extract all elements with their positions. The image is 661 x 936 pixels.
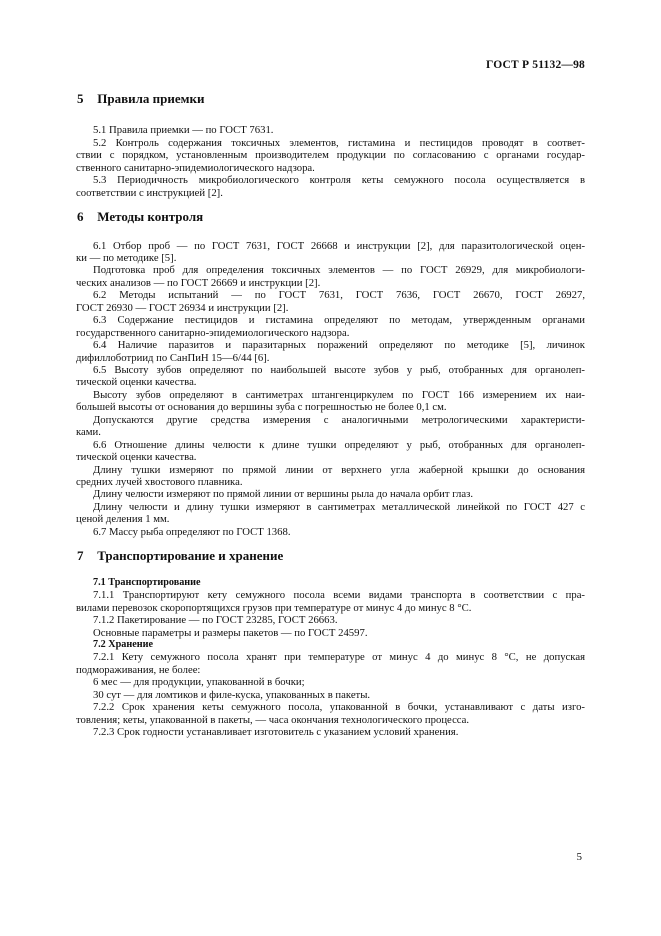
text-line: Подготовка проб для определения токсичных элементов — по ГОСТ 26929, для микробиологи-	[93, 264, 585, 277]
section-7-body	[76, 577, 585, 739]
text-line: Высоту зубов определяют в сантиметрах штангенциркулем по ГОСТ 166 измерением их наи-	[93, 388, 585, 401]
text-line: товления; кеты, упакованной в пакеты, — часа окончания технологического процесса.	[76, 713, 470, 726]
text-line: вилами перевозок скоропортящихся грузов при температуре от минус 4 до минус 8 °С.	[76, 601, 472, 614]
text-line: 6.7 Массу рыба определяют по ГОСТ 1368.	[93, 525, 291, 538]
text-line: ками.	[76, 426, 101, 439]
text-line: Длину тушки измеряют по прямой линии от верхнего угла жаберной крышки до основания	[93, 463, 585, 476]
text-line: соответствии с инструкцией [2].	[76, 186, 223, 199]
text-line: ственного санитарно-эпидемиологического надзора.	[76, 161, 315, 174]
text-line: Длину челюсти измеряют по прямой линии от вершины рыла до начала орбит глаз.	[93, 488, 474, 501]
subsection-heading: 7.1 Транспортирование	[93, 576, 201, 588]
section-title: Методы контроля	[97, 209, 204, 225]
text-line: средних лучей хвостового плавника.	[76, 476, 243, 489]
text-line: 7.2.2 Срок хранения кеты семужного посола, упакованной в бочки, устанавливают с даты изго-	[93, 701, 585, 714]
text-line: подмораживания, не более:	[76, 663, 201, 676]
text-line: ГОСТ 26930 — ГОСТ 26934 и инструкции [2].	[76, 301, 289, 314]
text-line: 5.1 Правила приемки — по ГОСТ 7631.	[93, 124, 274, 137]
text-line: 5.3 Периодичность микробиологического контроля кеты семужного посола осуществляется в	[93, 174, 585, 187]
page-number: 5	[576, 851, 582, 863]
section-6-heading	[77, 211, 585, 223]
text-line: государственного санитарно-эпидемиологического надзора.	[76, 326, 350, 339]
section-title: Транспортирование и хранение	[97, 548, 284, 564]
section-5-heading	[77, 93, 585, 105]
text-line: дифиллоботриид по СанПиН 15—6/44 [6].	[76, 351, 270, 364]
text-line: 30 сут — для ломтиков и филе-куска, упакованных в пакеты.	[93, 688, 371, 701]
text-line: 7.2.1 Кету семужного посола хранят при температуре от минус 4 до минус 8 °С, не допуская	[93, 651, 585, 664]
section-title: Правила приемки	[97, 91, 205, 106]
text-line: ценой деления 1 мм.	[76, 513, 170, 526]
text-line: 6.5 Высоту зубов определяют по наибольшей высоте зубов у рыб, отобранных для органолеп-	[93, 364, 585, 377]
text-line: тической оценки качества.	[76, 451, 197, 464]
text-line: ствии с порядком, установленным производителем продукции по согласованию с органами государ-	[76, 149, 585, 162]
text-line: 6.4 Наличие паразитов и паразитарных поражений определяют по методике [5], личинок	[93, 339, 585, 352]
text-line: 7.2.3 Срок годности устанавливает изготовитель с указанием условий хранения.	[93, 726, 459, 739]
text-line: 6.1 Отбор проб — по ГОСТ 7631, ГОСТ 26668 и инструкции [2], для паразитологической оцен-	[93, 239, 585, 252]
text-line: 6.2 Методы испытаний — по ГОСТ 7631, ГОСТ 7636, ГОСТ 26670, ГОСТ 26927,	[93, 289, 585, 302]
text-line: Основные параметры и размеры пакетов — по ГОСТ 24597.	[93, 626, 368, 639]
document-code: ГОСТ Р 51132—98	[486, 59, 585, 71]
text-line: Допускаются другие средства измерения с аналогичными метрологическими характеристи-	[93, 413, 585, 426]
text-line: ческих анализов — по ГОСТ 26669 и инструкции [2].	[76, 276, 321, 289]
text-line: 7.1.1 Транспортируют кету семужного посола всеми видами транспорта в соответствии с пра-	[93, 589, 585, 602]
section-5-body	[76, 124, 585, 199]
text-line: большей высоты от основания до вершины зуба с погрешностью не более 0,1 см.	[76, 401, 447, 414]
section-7-heading	[77, 550, 585, 562]
subsection-heading: 7.2 Хранение	[93, 638, 154, 650]
text-line: 6.6 Отношение длины челюсти к длине тушки определяют у рыб, отобранных для органолеп-	[93, 438, 585, 451]
text-line: ки — по методике [5].	[76, 252, 177, 265]
text-line: 5.2 Контроль содержания токсичных элементов, гистамина и пестицидов проводят в соответ-	[93, 136, 585, 149]
section-number: 7	[77, 548, 84, 564]
text-line: 6.3 Содержание пестицидов и гистамина определяют по методам, утвержденным органами	[93, 314, 585, 327]
text-line: тической оценки качества.	[76, 376, 197, 389]
text-line: 6 мес — для продукции, упакованной в бочки;	[93, 676, 305, 689]
section-6-body	[76, 240, 585, 539]
page-content	[76, 93, 585, 739]
text-line: 7.1.2 Пакетирование — по ГОСТ 23285, ГОСТ 26663.	[93, 614, 338, 627]
text-line: Длину челюсти и длину тушки измеряют в сантиметрах металлической линейкой по ГОСТ 427 с	[93, 500, 585, 513]
section-number: 5	[77, 91, 84, 106]
section-number: 6	[77, 209, 84, 225]
